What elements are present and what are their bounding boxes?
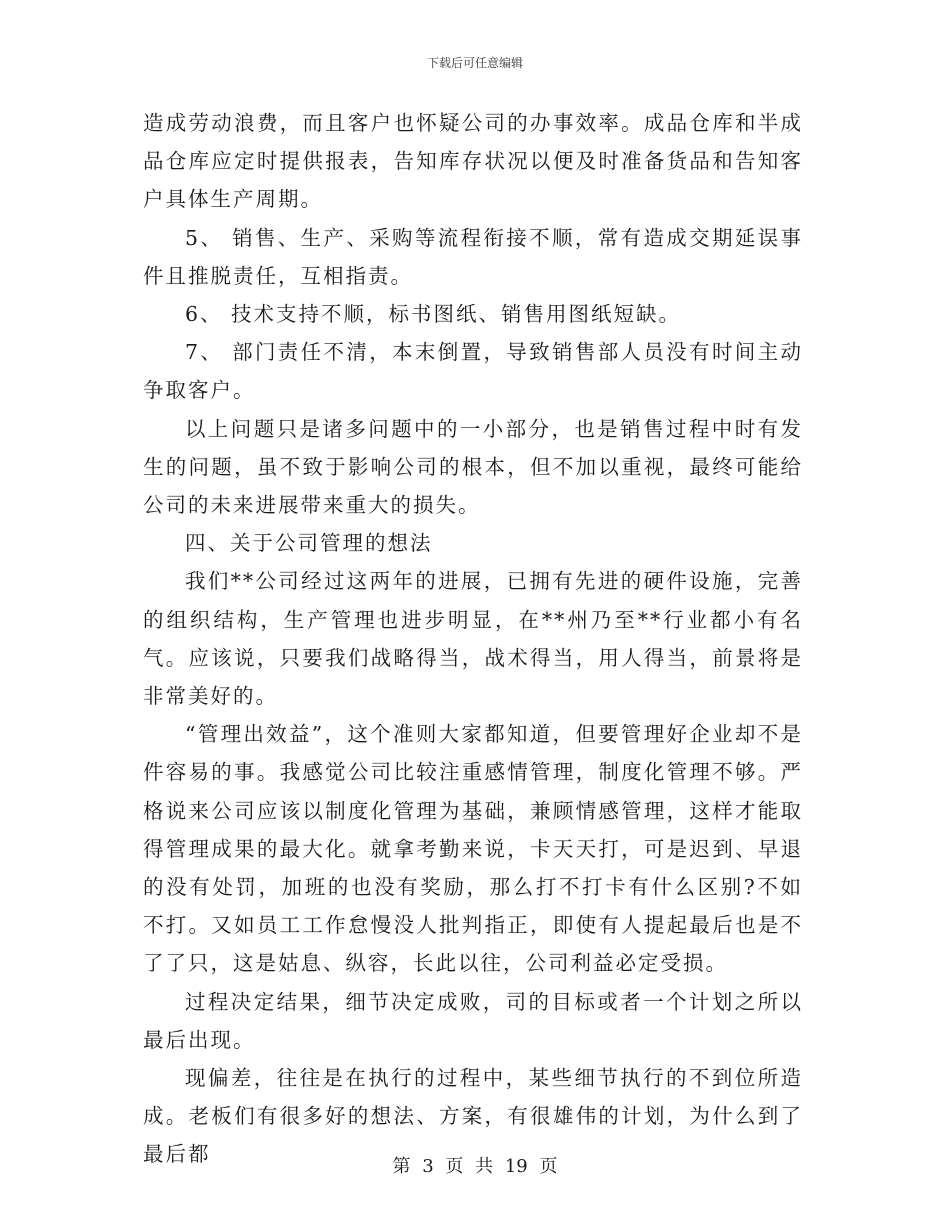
- paragraph-10: 现偏差，往往是在执行的过程中，某些细节执行的不到位所造成。老板们有很多好的想法、方案，有很雄伟的计划，为什么到了最后都: [143, 1066, 803, 1167]
- document-body: [143, 104, 803, 1174]
- paragraph-8: “管理出效益”，这个准则大家都知道，但要管理好企业却不是件容易的事。我感觉公司比较注重感情管理，制度化管理不够。严格说来公司应该以制度化管理为基础，兼顾情感管理，这样才能取得管理成果的最大化。就拿考勤来说，卡天天打，可是迟到、早退的没有处罚，加班的也没有奖励，那么打不打卡有什么区别?不如不打。又如员工工作怠慢没人批判指正，即使有人提起最后也是不了了只，这是姑息、纵容，长此以往，公司利益必定受损。: [143, 722, 803, 976]
- paragraph-9: 过程决定结果，细节决定成败，司的目标或者一个计划之所以最后出现。: [143, 989, 803, 1052]
- page-header: 下载后可任意编辑: [426, 56, 523, 70]
- paragraph-2: 5、 销售、生产、采购等流程衔接不顺，常有造成交期延误事件且推脱责任，互相指责。: [143, 225, 803, 288]
- page-number-footer: 第 3 页 共 19 页: [392, 1156, 558, 1177]
- paragraph-7: 我们**公司经过这两年的进展，已拥有先进的硬件设施，完善的组织结构，生产管理也进步明显，在**州乃至**行业都小有名气。应该说，只要我们战略得当，战术得当，用人得当，前景将是非常美好的。: [143, 569, 803, 709]
- paragraph-5: 以上问题只是诸多问题中的一小部分，也是销售过程中时有发生的问题，虽不致于影响公司的根本，但不加以重视，最终可能给公司的未来进展带来重大的损失。: [143, 416, 803, 518]
- section-heading: 四、关于公司管理的想法: [185, 531, 433, 556]
- paragraph-3: 6、 技术支持不顺，标书图纸、销售用图纸短缺。: [185, 302, 682, 327]
- paragraph-4: 7、 部门责任不清，本末倒置，导致销售部人员没有时间主动争取客户。: [143, 340, 803, 403]
- paragraph-1: 造成劳动浪费，而且客户也怀疑公司的办事效率。成品仓库和半成品仓库应定时提供报表，告知库存状况以便及时准备货品和告知客户具体生产周期。: [143, 111, 803, 212]
